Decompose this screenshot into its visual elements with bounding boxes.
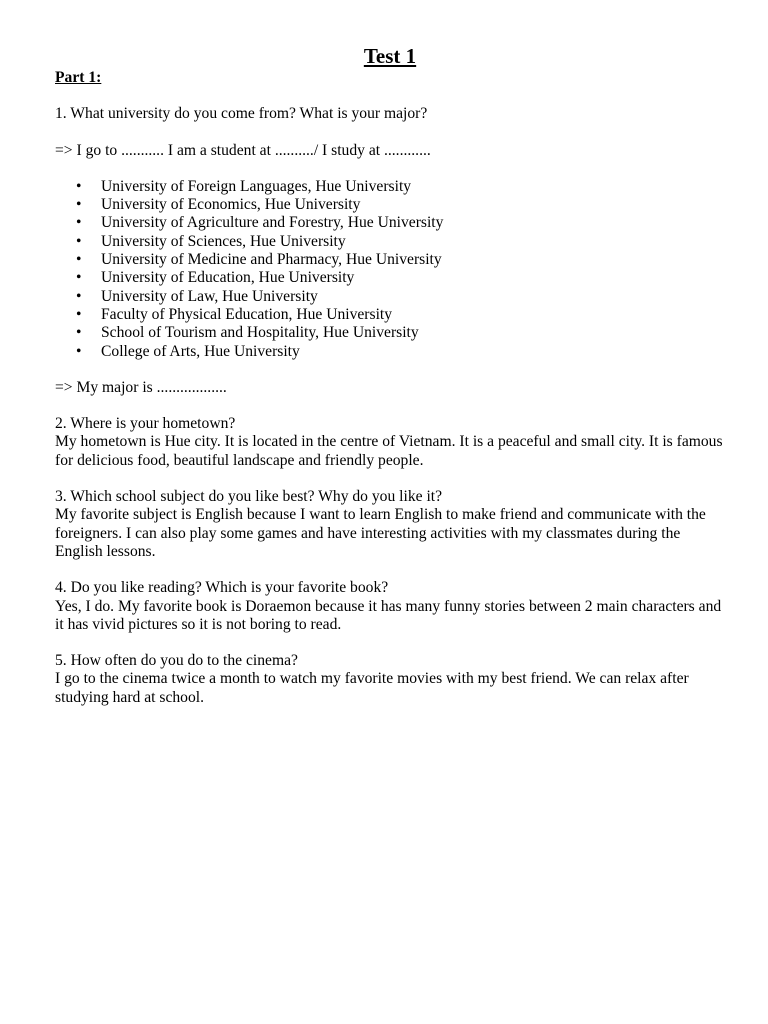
list-item [55, 214, 725, 232]
answer-5: I go to the cinema twice a month to watch my favorite movies with my best friend. We can relax after studying hard at school. [55, 670, 689, 706]
question-1: 1. What university do you come from? What is your major? [55, 105, 428, 123]
bullet-icon: • [76, 305, 82, 323]
bullet-icon: • [76, 232, 82, 250]
spacer [55, 124, 725, 142]
bullet-icon: • [76, 342, 82, 360]
spacer [55, 561, 725, 579]
bullet-icon: • [76, 287, 82, 305]
list-item [55, 269, 725, 287]
major-template: => My major is .................. [55, 378, 227, 396]
bullet-icon: • [76, 177, 82, 195]
spacer [55, 634, 725, 652]
list-item [55, 343, 725, 361]
bullet-icon: • [76, 196, 82, 214]
answer-3: My favorite subject is English because I want to learn English to make friend and communicate with the foreigners. I can also play some games and have interesting activities with my classmates during the English lessons. [55, 506, 706, 560]
list-item-label: University of Medicine and Pharmacy, Hue University [101, 251, 442, 269]
list-item-label: University of Law, Hue University [101, 287, 318, 305]
list-item [55, 288, 725, 306]
list-item [55, 324, 725, 342]
question-5: 5. How often do you do to the cinema? [55, 652, 298, 670]
list-item-label: University of Sciences, Hue University [101, 232, 346, 250]
list-item [55, 251, 725, 269]
list-item-label: University of Agriculture and Forestry, Hue University [101, 214, 444, 232]
list-item [55, 306, 725, 324]
document-page [55, 44, 725, 707]
page-title: Test 1 [363, 44, 417, 68]
bullet-icon: • [76, 269, 82, 287]
answer-4: Yes, I do. My favorite book is Doraemon because it has many funny stories between 2 main characters and it has vivid pictures so it is not boring to read. [55, 597, 722, 633]
bullet-icon: • [76, 251, 82, 269]
answer-template-1: => I go to ........... I am a student at ........../ I study at ............ [55, 141, 431, 159]
spacer [55, 470, 725, 488]
university-list [55, 178, 725, 361]
list-item [55, 233, 725, 251]
bullet-icon: • [76, 214, 82, 232]
question-2: 2. Where is your hometown? [55, 415, 236, 433]
list-item-label: University of Economics, Hue University [101, 196, 361, 214]
list-item-label: College of Arts, Hue University [101, 342, 300, 360]
list-item [55, 178, 725, 196]
list-item-label: Faculty of Physical Education, Hue University [101, 305, 393, 323]
list-item-label: School of Tourism and Hospitality, Hue University [101, 324, 419, 342]
part-heading: Part 1: [55, 69, 102, 86]
question-4: 4. Do you like reading? Which is your favorite book? [55, 579, 389, 597]
spacer [55, 361, 725, 379]
list-item [55, 196, 725, 214]
spacer [55, 87, 725, 105]
bullet-icon: • [76, 324, 82, 342]
list-item-label: University of Education, Hue University [101, 269, 355, 287]
answer-2: My hometown is Hue city. It is located in the centre of Vietnam. It is a peaceful and small city. It is famous for delicious food, beautiful landscape and friendly people. [55, 433, 723, 469]
question-3: 3. Which school subject do you like best? Why do you like it? [55, 488, 443, 506]
list-item-label: University of Foreign Languages, Hue University [101, 177, 412, 195]
spacer [55, 160, 725, 178]
spacer [55, 397, 725, 415]
